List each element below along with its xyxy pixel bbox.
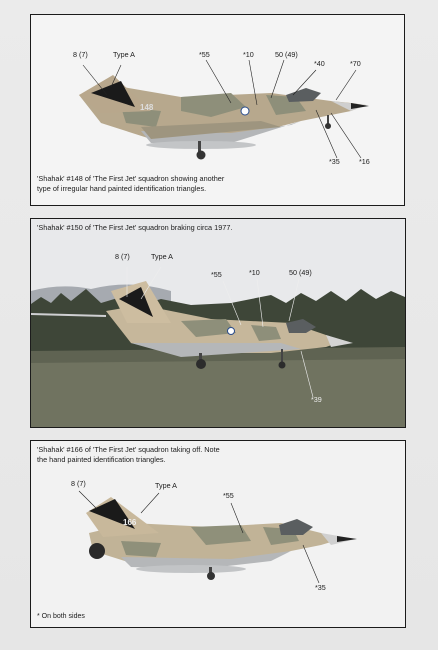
label-10: *10	[243, 50, 254, 59]
photo-panel-150	[30, 218, 406, 428]
label-55: *55	[199, 50, 210, 59]
label-35: *35	[315, 583, 326, 592]
aircraft-150-photo	[31, 219, 405, 427]
tail-number-148: 148	[140, 103, 154, 112]
label-55: *55	[211, 270, 222, 279]
label-50-49: 50 (49)	[275, 50, 298, 59]
label-type-a: Type A	[113, 50, 135, 59]
label-type-a: Type A	[151, 252, 173, 261]
photo-caption: 'Shahak' #148 of 'The First Jet' squadron showing another type of irregular hand painted identification triangles.	[37, 174, 225, 193]
label-35: *35	[329, 157, 340, 166]
label-50-49: 50 (49)	[289, 268, 312, 277]
photo-caption: 'Shahak' #166 of 'The First Jet' squadron taking off. Note the hand painted identification triangles.	[37, 445, 220, 464]
label-8-7: 8 (7)	[115, 252, 130, 261]
label-40: *40	[314, 59, 325, 68]
label-type-a: Type A	[155, 481, 177, 490]
label-10: *10	[249, 268, 260, 277]
label-8-7: 8 (7)	[71, 479, 86, 488]
label-55: *55	[223, 491, 234, 500]
tail-number-166: 166	[123, 518, 137, 527]
footnote: * On both sides	[37, 613, 85, 620]
aircraft-166-photo	[31, 441, 405, 627]
photo-caption: 'Shahak' #150 of 'The First Jet' squadron braking circa 1977.	[37, 223, 233, 232]
label-39: *39	[311, 395, 322, 404]
label-16: *16	[359, 157, 370, 166]
photo-panel-166	[30, 440, 406, 628]
label-8-7: 8 (7)	[73, 50, 88, 59]
label-70: *70	[350, 59, 361, 68]
photo-panel-148	[30, 14, 405, 206]
